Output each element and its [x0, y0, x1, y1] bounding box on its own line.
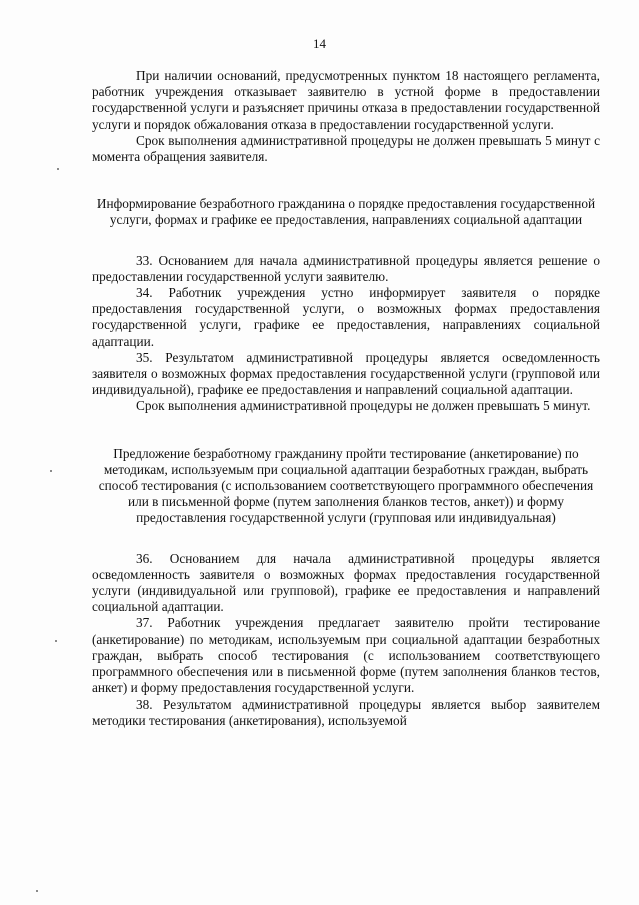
scan-speck	[57, 168, 59, 170]
paragraph-refusal: При наличии оснований, предусмотренных пунктом 18 настоящего регламента, работник учреждения отказывает заявителю в устной форме в предоставлении государственной услуги и разъясняет причины отказа в предоставлении государственной услуги и порядок обжалования отказа в предоставлении государственной услуги.	[92, 68, 600, 132]
section-heading-testing: Предложение безработному гражданину пройти тестирование (анкетирование) по методикам, используемым при социальной адаптации безработных граждан, выбрать способ тестирования (с использованием соответствующего программного обеспечения или в письменной форме (путем заполнения бланков тестов, анкет)) и форму предоставления государственной услуги (групповая или индивидуальная)	[98, 445, 594, 526]
paragraph-38: 38. Результатом административной процедуры является выбор заявителем методики тестирования (анкетирования), используемой	[92, 696, 600, 728]
section-spacer	[92, 415, 600, 446]
section-spacer	[92, 165, 600, 196]
paragraph-33: 33. Основанием для начала административной процедуры является решение о предоставлении государственной услуги заявителю.	[92, 252, 600, 284]
paragraph-35: 35. Результатом административной процедуры является осведомленность заявителя о возможных формах предоставления государственной услуги (групповой или индивидуальной), графике ее предоставления и направлений социальной адаптации.	[92, 349, 600, 398]
paragraph-refusal-deadline: Срок выполнения административной процедуры не должен превышать 5 минут с момента обращения заявителя.	[92, 132, 600, 165]
document-body	[92, 68, 600, 729]
scan-speck	[36, 890, 38, 892]
page-number: 14	[313, 36, 326, 51]
scan-speck	[55, 640, 57, 642]
section-heading-informing: Информирование безработного гражданина о порядке предоставления государственной услуги, формах и графике ее предоставления, направлениях социальной адаптации	[96, 196, 596, 228]
paragraph-35-deadline: Срок выполнения административной процедуры не должен превышать 5 минут.	[136, 398, 591, 414]
paragraph-37: 37. Работник учреждения предлагает заявителю пройти тестирование (анкетирование) по методикам, используемым при социальной адаптации безработных граждан, выбрать способ тестирования (с использованием соответствующего программного обеспечения или в письменной форме (путем заполнения бланков тестов, анкет) и форму предоставления государственной услуги.	[92, 615, 600, 696]
section-spacer	[92, 527, 600, 551]
section-spacer	[92, 229, 600, 253]
paragraph-34: 34. Работник учреждения устно информирует заявителя о порядке предоставления государственной услуги, о возможных формах предоставления государственной услуги, графике ее предоставления, направлениях социальной адаптации.	[92, 285, 600, 349]
paragraph-36: 36. Основанием для начала административной процедуры является осведомленность заявителя о возможных формах предоставления государственной услуги (индивидуальной или групповой), графике ее предоставления и направлений социальной адаптации.	[92, 550, 600, 615]
scan-speck	[50, 470, 52, 472]
